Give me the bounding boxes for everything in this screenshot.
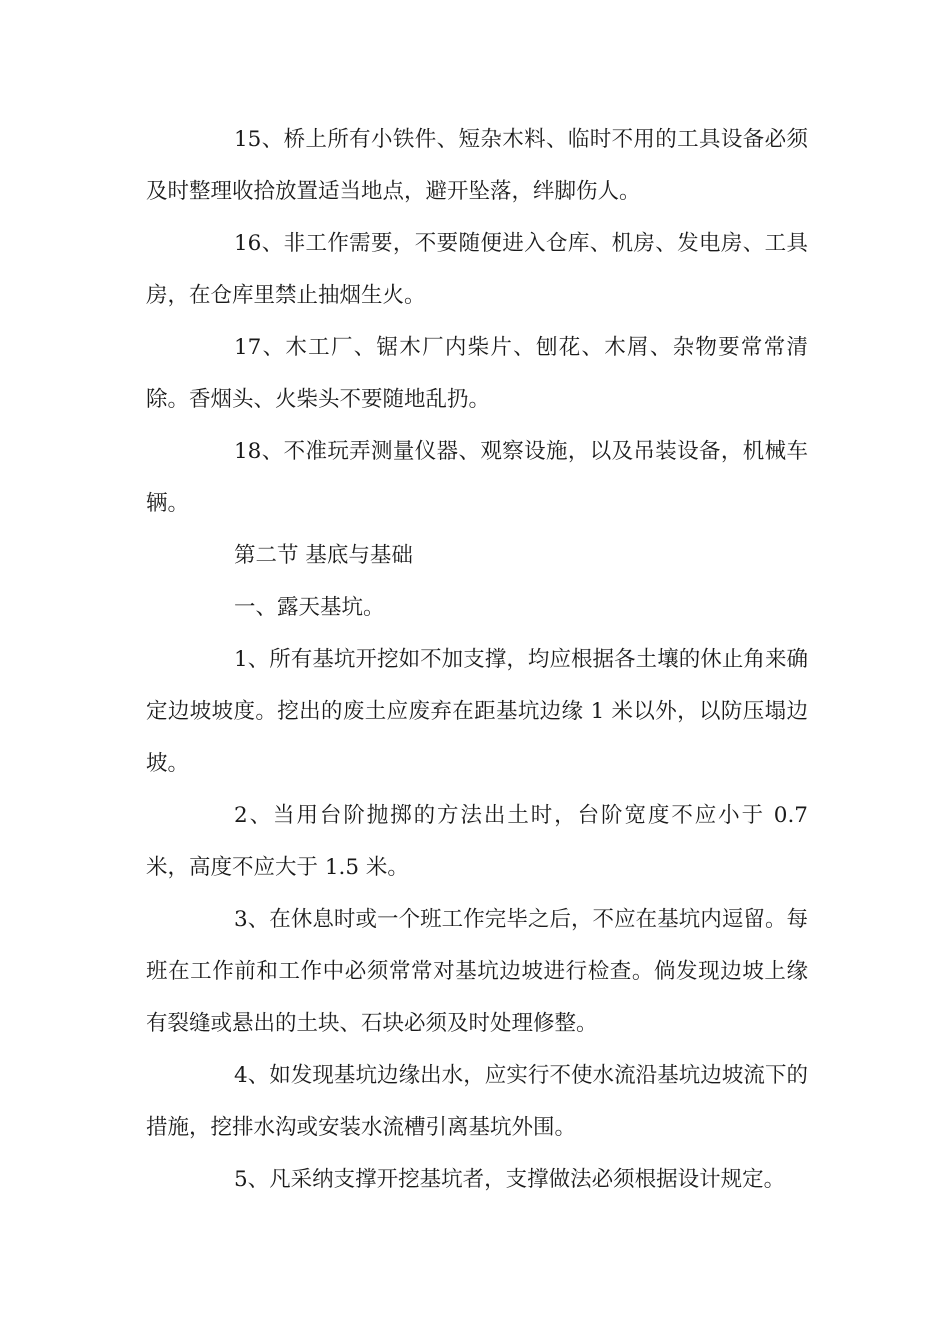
document-body [146,114,808,1206]
paragraph-item-2: 2、当用台阶抛掷的方法出土时，台阶宽度不应小于 0.7 米，高度不应大于 1.5 米。 [146,803,808,880]
section-heading: 第二节 基底与基础 [234,543,413,568]
paragraph-item-5: 5、凡采纳支撑开挖基坑者，支撑做法必须根据设计规定。 [234,1167,786,1192]
paragraph-item-15: 15、桥上所有小铁件、短杂木料、临时不用的工具设备必须及时整理收拾放置适当地点，避开坠落，绊脚伤人。 [146,127,808,204]
paragraph-item-18: 18、不准玩弄测量仪器、观察设施，以及吊装设备，机械车辆。 [146,439,808,516]
paragraph-item-4: 4、如发现基坑边缘出水，应实行不使水流沿基坑边坡流下的措施，挖排水沟或安装水流槽引离基坑外围。 [146,1063,808,1140]
paragraph-item-1: 1、所有基坑开挖如不加支撑，均应根据各土壤的休止角来确定边坡坡度。挖出的废土应废弃在距基坑边缘 1 米以外，以防压塌边坡。 [146,647,808,776]
paragraph-item-16: 16、非工作需要，不要随便进入仓库、机房、发电房、工具房，在仓库里禁止抽烟生火。 [146,231,808,308]
paragraph-item-17: 17、木工厂、锯木厂内柴片、刨花、木屑、杂物要常常清除。香烟头、火柴头不要随地乱扔。 [146,335,808,412]
paragraph-item-3: 3、在休息时或一个班工作完毕之后，不应在基坑内逗留。每班在工作前和工作中必须常常对基坑边坡进行检查。倘发现边坡上缘有裂缝或悬出的土块、石块必须及时处理修整。 [146,907,808,1036]
subsection-heading: 一、露天基坑。 [234,595,385,620]
